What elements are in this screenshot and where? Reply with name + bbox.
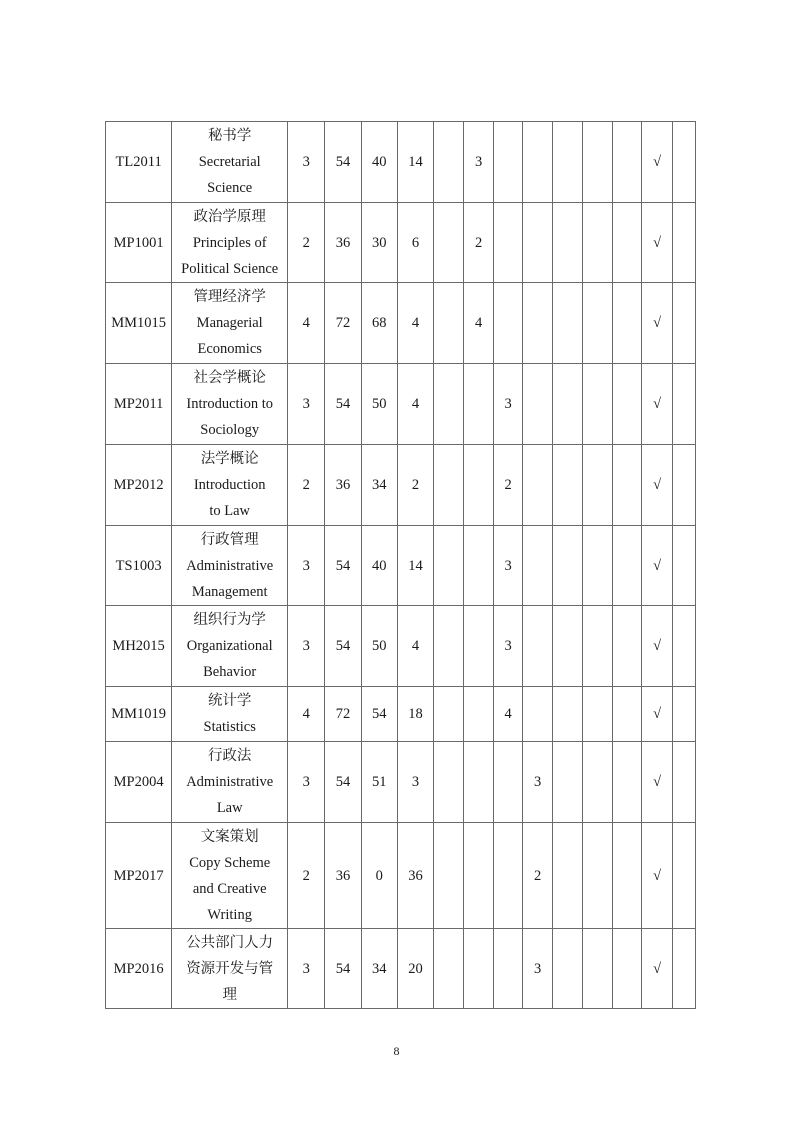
table-cell <box>553 203 583 283</box>
table-cell <box>673 687 696 742</box>
course-name-zh: 行政法 <box>207 748 252 764</box>
table-cell: 54 <box>325 364 361 445</box>
table-row <box>106 203 696 283</box>
table-cell: 4 <box>464 283 494 364</box>
table-cell <box>553 929 583 1009</box>
course-name-en-line: Copy Scheme <box>189 854 271 871</box>
course-code: TL2011 <box>106 122 172 203</box>
course-name-en-line: to Law <box>209 503 251 519</box>
table-row <box>106 929 696 1009</box>
course-name <box>172 742 288 823</box>
table-cell <box>613 122 642 203</box>
course-name-zh: 行政管理 <box>200 531 259 548</box>
table-cell <box>583 122 613 203</box>
table-cell: √ <box>642 742 673 823</box>
table-cell <box>464 929 494 1009</box>
course-name-en-line: Sociology <box>200 422 260 438</box>
table-cell <box>583 445 613 526</box>
table-cell <box>673 203 696 283</box>
table-cell: √ <box>642 687 673 742</box>
table-cell <box>553 606 583 687</box>
table-cell <box>523 122 553 203</box>
table-cell <box>523 283 553 364</box>
table-cell <box>494 929 523 1009</box>
table-cell <box>673 122 696 203</box>
table-cell: 3 <box>288 364 325 445</box>
table-cell <box>583 606 613 687</box>
course-code: MP1001 <box>106 203 172 283</box>
table-cell: 4 <box>397 283 433 364</box>
table-cell <box>613 823 642 929</box>
course-code: MP2004 <box>106 742 172 823</box>
table-cell: √ <box>642 203 673 283</box>
course-name-en-line: Principles of <box>192 234 267 251</box>
table-cell: 3 <box>397 742 433 823</box>
table-cell <box>583 283 613 364</box>
table-cell: 4 <box>288 283 325 364</box>
table-cell: 72 <box>325 283 361 364</box>
course-code: MH2015 <box>106 606 172 687</box>
course-name-en-line: Management <box>191 583 268 600</box>
table-cell <box>434 364 464 445</box>
table-row <box>106 606 696 687</box>
page-number: 8 <box>393 1044 400 1058</box>
table-cell <box>553 445 583 526</box>
table-cell <box>583 364 613 445</box>
course-name-zh: 法学概论 <box>200 451 259 467</box>
table-cell: 18 <box>397 687 433 742</box>
table-cell <box>553 742 583 823</box>
table-cell: 34 <box>361 929 397 1009</box>
table-cell <box>553 526 583 606</box>
table-cell <box>494 122 523 203</box>
table-cell <box>613 526 642 606</box>
table-cell: 20 <box>397 929 433 1009</box>
table-cell <box>553 823 583 929</box>
course-name <box>172 606 288 687</box>
table-cell <box>673 823 696 929</box>
table-row <box>106 687 696 742</box>
table-cell: 30 <box>361 203 397 283</box>
table-cell <box>613 364 642 445</box>
table-cell: 3 <box>523 929 553 1009</box>
table-cell <box>613 929 642 1009</box>
course-name-en-line: Economics <box>197 341 262 357</box>
table-cell <box>434 526 464 606</box>
table-cell: 3 <box>494 606 523 687</box>
table-cell: 0 <box>361 823 397 929</box>
table-cell: 40 <box>361 122 397 203</box>
table-cell: 2 <box>464 203 494 283</box>
table-cell: 36 <box>325 823 361 929</box>
table-cell: 50 <box>361 364 397 445</box>
table-cell <box>494 823 523 929</box>
table-row <box>106 364 696 445</box>
table-cell <box>434 823 464 929</box>
table-cell <box>553 283 583 364</box>
course-name <box>172 823 288 929</box>
course-name-en-line: Statistics <box>203 719 256 735</box>
table-cell: 54 <box>325 606 361 687</box>
course-name-en-line: Behavior <box>203 664 257 680</box>
course-code: MM1015 <box>106 283 172 364</box>
course-name-zh: 政治学原理 <box>193 208 266 225</box>
table-cell: 4 <box>494 687 523 742</box>
course-name-en-line: 理 <box>222 986 237 1003</box>
course-name <box>172 526 288 606</box>
course-name-zh: 组织行为学 <box>193 612 266 628</box>
table-cell <box>464 364 494 445</box>
table-cell <box>613 445 642 526</box>
table-row <box>106 742 696 823</box>
course-name <box>172 929 288 1009</box>
table-cell: 3 <box>523 742 553 823</box>
course-name-en-line: Secretarial <box>198 154 261 170</box>
table-cell <box>673 364 696 445</box>
table-cell: 3 <box>288 606 325 687</box>
table-cell: √ <box>642 445 673 526</box>
table-cell <box>434 929 464 1009</box>
table-cell <box>434 283 464 364</box>
table-cell: 72 <box>325 687 361 742</box>
table-cell: 36 <box>397 823 433 929</box>
table-cell: 54 <box>361 687 397 742</box>
table-row <box>106 445 696 526</box>
table-cell: 14 <box>397 122 433 203</box>
table-cell <box>613 687 642 742</box>
table-cell <box>583 929 613 1009</box>
course-name <box>172 283 288 364</box>
table-cell <box>673 445 696 526</box>
course-name-en-line: Political Science <box>181 260 279 277</box>
table-cell: √ <box>642 606 673 687</box>
course-name-zh: 文案策划 <box>200 828 259 845</box>
course-name <box>172 445 288 526</box>
course-name-en-line: Introduction to <box>186 396 273 412</box>
table-cell: √ <box>642 283 673 364</box>
table-cell <box>613 606 642 687</box>
table-cell <box>553 687 583 742</box>
table-cell <box>613 742 642 823</box>
course-name-en-line: 资源开发与管 <box>186 960 274 977</box>
table-cell: √ <box>642 823 673 929</box>
course-name-en-line: Science <box>207 180 253 196</box>
table-cell <box>523 364 553 445</box>
table-cell: 2 <box>523 823 553 929</box>
table-cell <box>434 687 464 742</box>
table-cell <box>673 742 696 823</box>
course-code: MP2012 <box>106 445 172 526</box>
table-cell: √ <box>642 364 673 445</box>
table-cell: 3 <box>288 929 325 1009</box>
table-row <box>106 283 696 364</box>
table-cell <box>464 445 494 526</box>
table-cell: 54 <box>325 742 361 823</box>
course-name-en-line: Organizational <box>186 638 273 654</box>
course-name <box>172 364 288 445</box>
table-cell <box>583 742 613 823</box>
table-cell: 3 <box>288 742 325 823</box>
table-cell: 2 <box>288 445 325 526</box>
course-name-zh: 秘书学 <box>207 128 252 144</box>
table-cell: √ <box>642 122 673 203</box>
course-name-en-line: Writing <box>207 906 252 923</box>
table-cell <box>673 606 696 687</box>
table-cell <box>494 742 523 823</box>
course-name-zh: 统计学 <box>207 693 252 709</box>
table-cell <box>673 929 696 1009</box>
table-cell: 3 <box>288 122 325 203</box>
table-cell <box>434 445 464 526</box>
course-name <box>172 687 288 742</box>
table-cell: 3 <box>288 526 325 606</box>
table-cell <box>464 687 494 742</box>
table-cell <box>583 526 613 606</box>
table-cell <box>494 203 523 283</box>
table-row <box>106 122 696 203</box>
course-name-en-line: Introduction <box>193 477 266 493</box>
table-cell: 2 <box>288 823 325 929</box>
table-cell <box>583 203 613 283</box>
table-cell <box>673 526 696 606</box>
table-cell: 3 <box>464 122 494 203</box>
table-cell <box>523 526 553 606</box>
table-cell <box>583 687 613 742</box>
course-name-zh: 管理经济学 <box>193 289 266 305</box>
course-code: TS1003 <box>106 526 172 606</box>
table-cell: 3 <box>494 364 523 445</box>
table-cell <box>434 122 464 203</box>
table-cell: 50 <box>361 606 397 687</box>
course-name <box>172 203 288 283</box>
table-cell: 6 <box>397 203 433 283</box>
table-cell <box>523 203 553 283</box>
course-name-en-line: Managerial <box>196 315 263 331</box>
table-cell: 34 <box>361 445 397 526</box>
course-name <box>172 122 288 203</box>
table-cell <box>553 122 583 203</box>
table-cell: √ <box>642 526 673 606</box>
course-name-en-line: Law <box>216 800 243 816</box>
course-name-en-line: Administrative <box>186 557 274 574</box>
table-cell: 14 <box>397 526 433 606</box>
table-cell: 3 <box>494 526 523 606</box>
course-name-en-line: Administrative <box>186 774 274 790</box>
table-cell: 40 <box>361 526 397 606</box>
table-cell <box>523 606 553 687</box>
table-cell <box>523 445 553 526</box>
table-cell: 2 <box>288 203 325 283</box>
course-code: MP2011 <box>106 364 172 445</box>
table-cell <box>494 283 523 364</box>
table-row <box>106 823 696 929</box>
table-cell <box>464 823 494 929</box>
table-cell <box>523 687 553 742</box>
table-cell: 4 <box>397 606 433 687</box>
course-name-zh: 社会学概论 <box>193 370 266 386</box>
course-table <box>105 121 696 1009</box>
table-cell: 36 <box>325 203 361 283</box>
table-cell <box>464 606 494 687</box>
course-name-en-line: and Creative <box>192 880 267 897</box>
table-cell: 4 <box>288 687 325 742</box>
table-cell <box>434 606 464 687</box>
table-cell <box>553 364 583 445</box>
table-cell <box>464 526 494 606</box>
table-cell: 4 <box>397 364 433 445</box>
table-cell: 68 <box>361 283 397 364</box>
table-body <box>106 122 696 1009</box>
table-cell: 36 <box>325 445 361 526</box>
table-cell: 51 <box>361 742 397 823</box>
course-code: MM1019 <box>106 687 172 742</box>
table-cell <box>434 742 464 823</box>
table-cell: √ <box>642 929 673 1009</box>
table-cell <box>613 203 642 283</box>
course-name-zh: 公共部门人力 <box>186 934 274 951</box>
table-cell <box>613 283 642 364</box>
table-row <box>106 526 696 606</box>
table-cell: 2 <box>397 445 433 526</box>
table-cell <box>673 283 696 364</box>
table-cell <box>583 823 613 929</box>
table-cell <box>434 203 464 283</box>
course-code: MP2016 <box>106 929 172 1009</box>
course-code: MP2017 <box>106 823 172 929</box>
table-cell <box>464 742 494 823</box>
table-cell: 54 <box>325 929 361 1009</box>
table-cell: 2 <box>494 445 523 526</box>
table-cell: 54 <box>325 122 361 203</box>
table-cell: 54 <box>325 526 361 606</box>
